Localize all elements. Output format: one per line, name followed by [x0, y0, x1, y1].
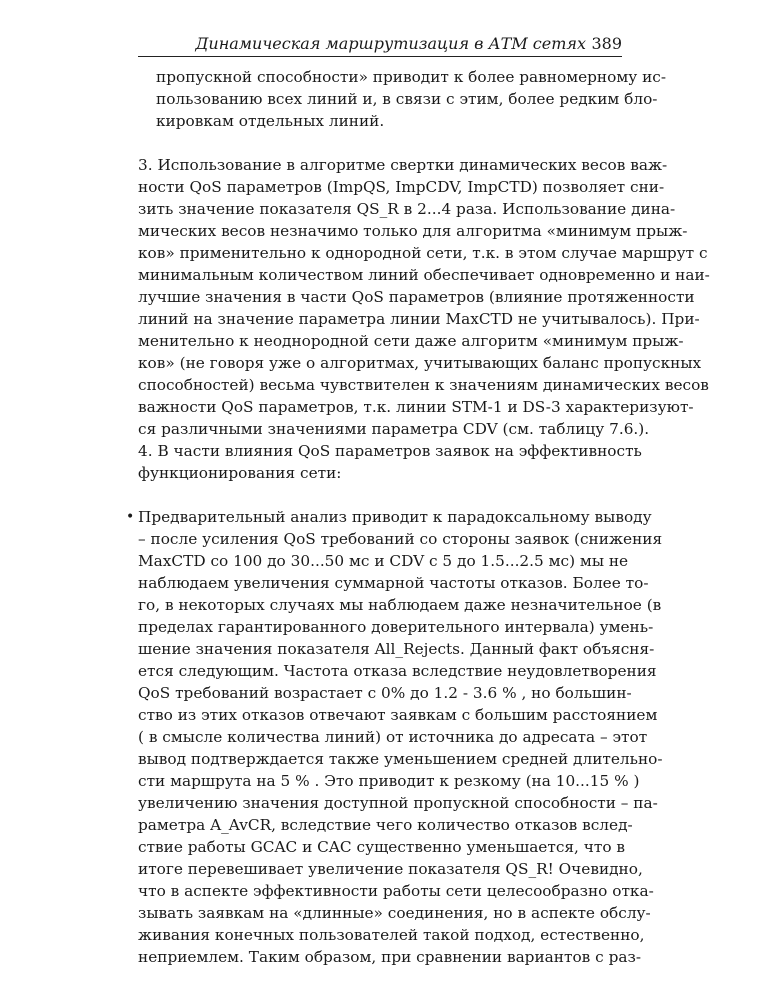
text-line: ности QoS параметров (ImpQS, ImpCDV, ImpCTD) позволяет сни-: [138, 178, 665, 196]
text-line: увеличению значения доступной пропускной способности – па-: [138, 794, 658, 812]
text-line: ство из этих отказов отвечают заявкам с большим расстоянием: [138, 706, 658, 724]
text-line: 4. В части влияния QoS параметров заявок на эффективность: [138, 442, 642, 460]
text-line: кировкам отдельных линий.: [156, 112, 385, 130]
text-line: QoS требований возрастает с 0% до 1.2 - 3.6 % , но большин-: [138, 684, 632, 702]
text-line: пользованию всех линий и, в связи с этим, более редким бло-: [156, 90, 658, 108]
text-line: мических весов незначимо только для алгоритма «минимум прыж-: [138, 222, 688, 240]
text-line: ся различными значениями параметра CDV (см. таблицу 7.6.).: [138, 420, 650, 438]
text-line: зить значение показателя QS_R в 2...4 раза. Использование дина-: [138, 200, 676, 218]
text-line: важности QoS параметров, т.к. линии STM-1 и DS-3 характеризуют-: [138, 398, 694, 416]
bullet-marker: •: [126, 509, 135, 525]
page-number: 389: [591, 34, 622, 53]
text-line: менительно к неоднородной сети даже алгоритм «минимум прыж-: [138, 332, 684, 350]
text-line: итоге перевешивает увеличение показателя QS_R! Очевидно,: [138, 860, 643, 878]
text-line: пределах гарантированного доверительного интервала) умень-: [138, 618, 654, 636]
text-line: ( в смысле количества линий) от источника до адресата – этот: [138, 728, 648, 746]
text-line: сти маршрута на 5 % . Это приводит к резкому (на 10...15 % ): [138, 772, 640, 790]
text-line: го, в некоторых случаях мы наблюдаем даже незначительное (в: [138, 596, 662, 614]
text-line: раметра A_AvCR, вследствие чего количество отказов вслед-: [138, 816, 633, 834]
text-line: ков» применительно к однородной сети, т.к. в этом случае маршрут с: [138, 244, 708, 262]
text-line: живания конечных пользователей такой подход, естественно,: [138, 926, 645, 944]
text-line: линий на значение параметра линии MaxCTD не учитывалось). При-: [138, 310, 700, 328]
paragraph-intro: [138, 66, 667, 132]
bullet-item: [126, 506, 663, 968]
text-line: пропускной способности» приводит к более равномерному ис-: [156, 68, 667, 86]
body-text: [126, 66, 710, 968]
text-line: шение значения показателя All_Rejects. Данный факт объясня-: [138, 640, 655, 658]
text-line: что в аспекте эффективности работы сети целесообразно отка-: [138, 882, 654, 900]
text-line: функционирования сети:: [138, 464, 342, 482]
text-line: минимальным количеством линий обеспечивает одновременно и наи-: [138, 266, 710, 284]
text-line: Предварительный анализ приводит к парадоксальному выводу: [138, 508, 652, 526]
text-line: 3. Использование в алгоритме свертки динамических весов важ-: [138, 156, 668, 174]
text-line: неприемлем. Таким образом, при сравнении вариантов с раз-: [138, 948, 641, 966]
text-line: лучшие значения в части QoS параметров (влияние протяженности: [138, 288, 695, 306]
text-line: ков» (не говоря уже о алгоритмах, учитывающих баланс пропускных: [138, 354, 702, 372]
text-line: – после усиления QoS требований со стороны заявок (снижения: [138, 530, 663, 548]
text-line: наблюдаем увеличения суммарной частоты отказов. Более то-: [138, 574, 649, 592]
running-title: Динамическая маршрутизация в АТМ сетях: [195, 34, 586, 53]
text-line: вывод подтверждается также уменьшением средней длительно-: [138, 750, 663, 768]
paragraph-3: [138, 154, 710, 440]
text-line: ствие работы GCAC и CAC существенно уменьшается, что в: [138, 838, 626, 856]
text-line: способностей) весьма чувствителен к значениям динамических весов: [138, 376, 709, 394]
text-line: зывать заявкам на «длинные» соединения, но в аспекте обслу-: [138, 904, 651, 922]
text-line: ется следующим. Частота отказа вследствие неудовлетворения: [138, 662, 657, 680]
text-line: MaxCTD со 100 до 30...50 мс и CDV с 5 до 1.5...2.5 мс) мы не: [138, 552, 629, 570]
paragraph-4: [138, 440, 642, 484]
running-header: [138, 30, 622, 57]
